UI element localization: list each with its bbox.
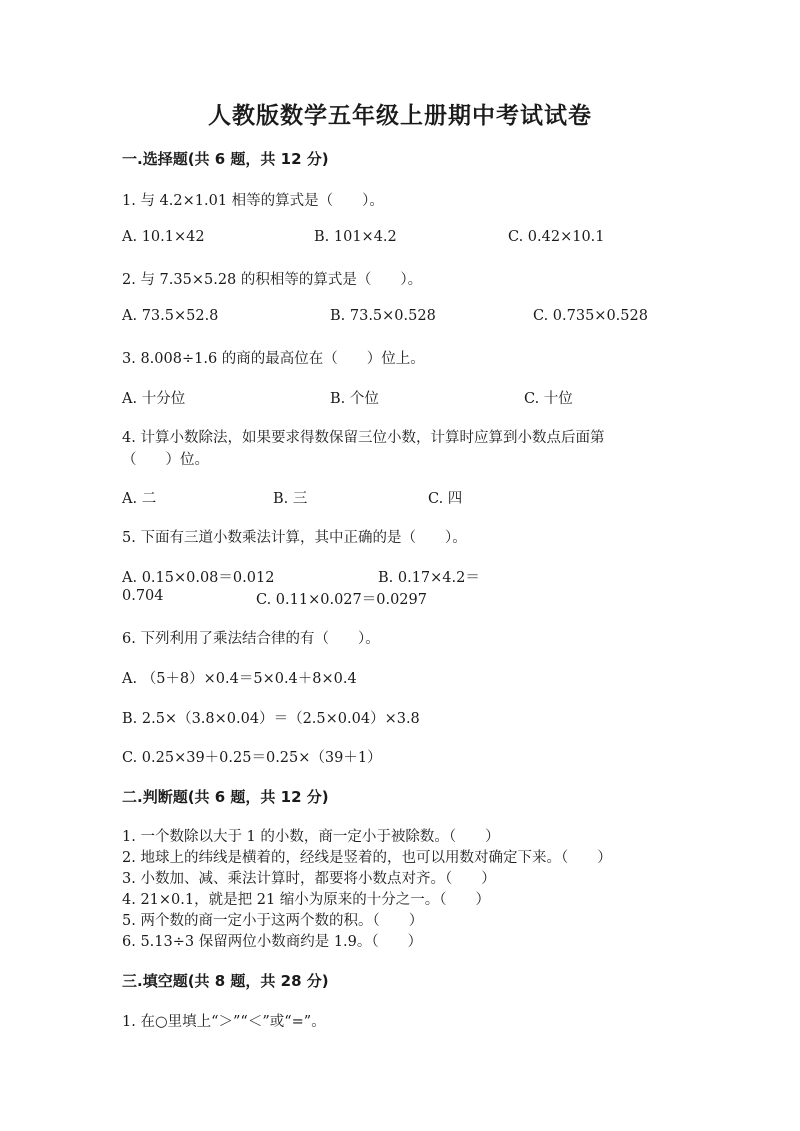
choice-q3-option-b: B. 个位 xyxy=(330,391,379,407)
page-title: 人教版数学五年级上册期中考试试卷 xyxy=(208,103,592,129)
choice-q3-option-c: C. 十位 xyxy=(524,391,573,407)
judge-item-6: 6. 5.13÷3 保留两位小数商约是 1.9。（ ） xyxy=(122,934,423,950)
judge-item-1: 1. 一个数除以大于 1 的小数，商一定小于被除数。（ ） xyxy=(122,829,500,845)
choice-q5-option-b-line-2: 0.704 xyxy=(122,588,164,604)
choice-q3-option-a: A. 十分位 xyxy=(122,391,186,407)
choice-question-4-line-1: 4. 计算小数除法，如果要求得数保留三位小数，计算时应算到小数点后面第 xyxy=(122,430,605,446)
choice-question-6: 6. 下列利用了乘法结合律的有（ ）。 xyxy=(122,631,380,647)
choice-q5-option-b-line-1: B. 0.17×4.2＝ xyxy=(378,570,480,586)
judge-item-4: 4. 21×0.1，就是把 21 缩小为原来的十分之一。（ ） xyxy=(122,892,491,908)
section-heading-fill: 三.填空题(共 8 题，共 28 分) xyxy=(122,972,329,990)
choice-question-3: 3. 8.008÷1.6 的商的最高位在（ ）位上。 xyxy=(122,351,425,367)
choice-question-5: 5. 下面有三道小数乘法计算，其中正确的是（ ）。 xyxy=(122,530,467,546)
choice-q2-option-b: B. 73.5×0.528 xyxy=(330,308,436,324)
judge-item-2: 2. 地球上的纬线是横着的，经线是竖着的，也可以用数对确定下来。（ ） xyxy=(122,850,612,866)
section-heading-choice: 一.选择题(共 6 题，共 12 分) xyxy=(122,150,329,168)
choice-q4-option-a: A. 二 xyxy=(122,491,157,507)
choice-q4-option-c: C. 四 xyxy=(428,491,463,507)
choice-q6-option-a: A. （5＋8）×0.4＝5×0.4＋8×0.4 xyxy=(122,671,357,687)
judge-item-5: 5. 两个数的商一定小于这两个数的积。（ ） xyxy=(122,913,424,929)
choice-q1-option-c: C. 0.42×10.1 xyxy=(508,229,605,245)
choice-q4-option-b: B. 三 xyxy=(273,491,308,507)
judge-item-3: 3. 小数加、减、乘法计算时，都要将小数点对齐。（ ） xyxy=(122,871,496,887)
choice-question-1: 1. 与 4.2×1.01 相等的算式是（ ）。 xyxy=(122,193,384,209)
fill-question-1: 1. 在○里填上“＞”“＜”或“=”。 xyxy=(122,1014,326,1030)
choice-q1-option-a: A. 10.1×42 xyxy=(122,229,205,245)
choice-question-4-line-2: （ ）位。 xyxy=(122,452,209,468)
choice-q6-option-b: B. 2.5×（3.8×0.04）＝（2.5×0.04）×3.8 xyxy=(122,711,420,727)
choice-q5-option-a: A. 0.15×0.08＝0.012 xyxy=(122,570,275,586)
choice-q1-option-b: B. 101×4.2 xyxy=(314,229,397,245)
choice-q2-option-c: C. 0.735×0.528 xyxy=(533,308,648,324)
choice-q5-option-c: C. 0.11×0.027＝0.0297 xyxy=(256,592,427,608)
choice-q2-option-a: A. 73.5×52.8 xyxy=(122,308,219,324)
choice-q6-option-c: C. 0.25×39＋0.25＝0.25×（39＋1） xyxy=(122,750,382,766)
section-heading-judge: 二.判断题(共 6 题，共 12 分) xyxy=(122,788,329,806)
choice-question-2: 2. 与 7.35×5.28 的积相等的算式是（ ）。 xyxy=(122,272,423,288)
